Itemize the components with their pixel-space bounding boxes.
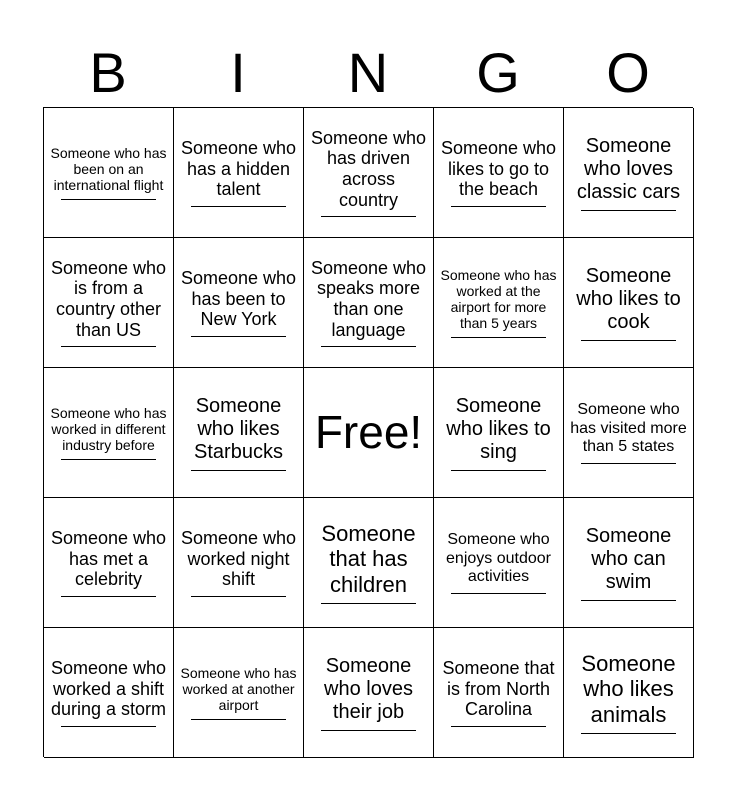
signature-line [191, 336, 287, 337]
bingo-cell[interactable] [564, 238, 694, 368]
cell-text: Someone who has a hidden talent [180, 137, 297, 200]
cell-text: Someone who has visited more than 5 states [570, 401, 687, 456]
bingo-cell[interactable] [174, 108, 304, 238]
signature-line [191, 206, 287, 207]
cell-text: Someone that is from North Carolina [442, 657, 555, 720]
cell-text: Someone who likes Starbucks [194, 394, 283, 463]
bingo-cell[interactable] [564, 498, 694, 628]
cell-text: Someone who worked a shift during a storm [50, 657, 167, 720]
bingo-header [43, 40, 693, 106]
signature-line [451, 726, 547, 727]
bingo-board [43, 107, 693, 757]
bingo-cell[interactable] [434, 498, 564, 628]
cell-text: Someone who has been to New York [180, 267, 297, 330]
signature-line [191, 719, 287, 720]
signature-line [451, 470, 547, 471]
signature-line [581, 463, 677, 464]
bingo-cell[interactable] [174, 368, 304, 498]
cell-text: Someone who speaks more than one language [310, 257, 427, 340]
signature-line [61, 596, 157, 597]
free-space-label: Free! [314, 406, 423, 459]
bingo-cell[interactable] [304, 628, 434, 758]
cell-text: Someone who enjoys outdoor activities [446, 531, 551, 586]
bingo-cell[interactable] [44, 108, 174, 238]
cell-text: Someone who likes to sing [446, 394, 551, 463]
bingo-cell[interactable] [434, 238, 564, 368]
signature-line [581, 340, 677, 341]
bingo-cell[interactable] [304, 498, 434, 628]
header-letter-b: B [89, 41, 127, 104]
signature-line [321, 730, 417, 731]
bingo-cell[interactable] [304, 238, 434, 368]
cell-text: Someone who worked night shift [180, 527, 297, 590]
bingo-cell[interactable] [174, 498, 304, 628]
header-letter-n: N [347, 41, 389, 104]
signature-line [191, 470, 287, 471]
signature-line [191, 596, 287, 597]
cell-text: Someone who has been on an international flight [50, 144, 167, 194]
signature-line [321, 216, 417, 217]
cell-text: Someone who has worked at another airport [180, 664, 297, 714]
cell-text: Someone who likes to cook [576, 264, 681, 333]
bingo-cell[interactable] [44, 368, 174, 498]
cell-text: Someone who loves classic cars [576, 134, 681, 203]
cell-text: Someone who has driven across country [310, 127, 427, 210]
bingo-cell[interactable] [434, 368, 564, 498]
cell-text: Someone who is from a country other than US [50, 257, 167, 340]
signature-line [451, 337, 547, 338]
cell-text: Someone who has worked at the airport for more than 5 years [440, 266, 557, 332]
bingo-cell[interactable] [44, 498, 174, 628]
signature-line [61, 726, 157, 727]
cell-text: Someone who likes animals [581, 651, 676, 727]
cell-text: Someone who has met a celebrity [50, 527, 167, 590]
bingo-cell[interactable] [564, 108, 694, 238]
header-letter-g: G [476, 41, 520, 104]
cell-text: Someone who has worked in different industry before [50, 404, 167, 454]
bingo-cell[interactable] [434, 628, 564, 758]
signature-line [581, 210, 677, 211]
cell-text: Someone who likes to go to the beach [440, 137, 557, 200]
signature-line [61, 459, 157, 460]
free-space [304, 368, 434, 498]
signature-line [451, 593, 547, 594]
signature-line [321, 346, 417, 347]
bingo-cell[interactable] [174, 628, 304, 758]
cell-text: Someone who can swim [585, 524, 672, 593]
signature-line [61, 346, 157, 347]
bingo-cell[interactable] [304, 108, 434, 238]
bingo-cell[interactable] [44, 238, 174, 368]
bingo-cell[interactable] [434, 108, 564, 238]
header-letter-o: O [606, 41, 650, 104]
cell-text: Someone that has children [321, 521, 416, 597]
bingo-cell[interactable] [564, 628, 694, 758]
signature-line [581, 600, 677, 601]
cell-text: Someone who loves their job [324, 654, 413, 723]
signature-line [451, 206, 547, 207]
signature-line [581, 733, 677, 734]
header-letter-i: I [230, 41, 246, 104]
bingo-cell[interactable] [564, 368, 694, 498]
bingo-cell[interactable] [174, 238, 304, 368]
bingo-cell[interactable] [44, 628, 174, 758]
signature-line [321, 603, 417, 604]
signature-line [61, 199, 157, 200]
